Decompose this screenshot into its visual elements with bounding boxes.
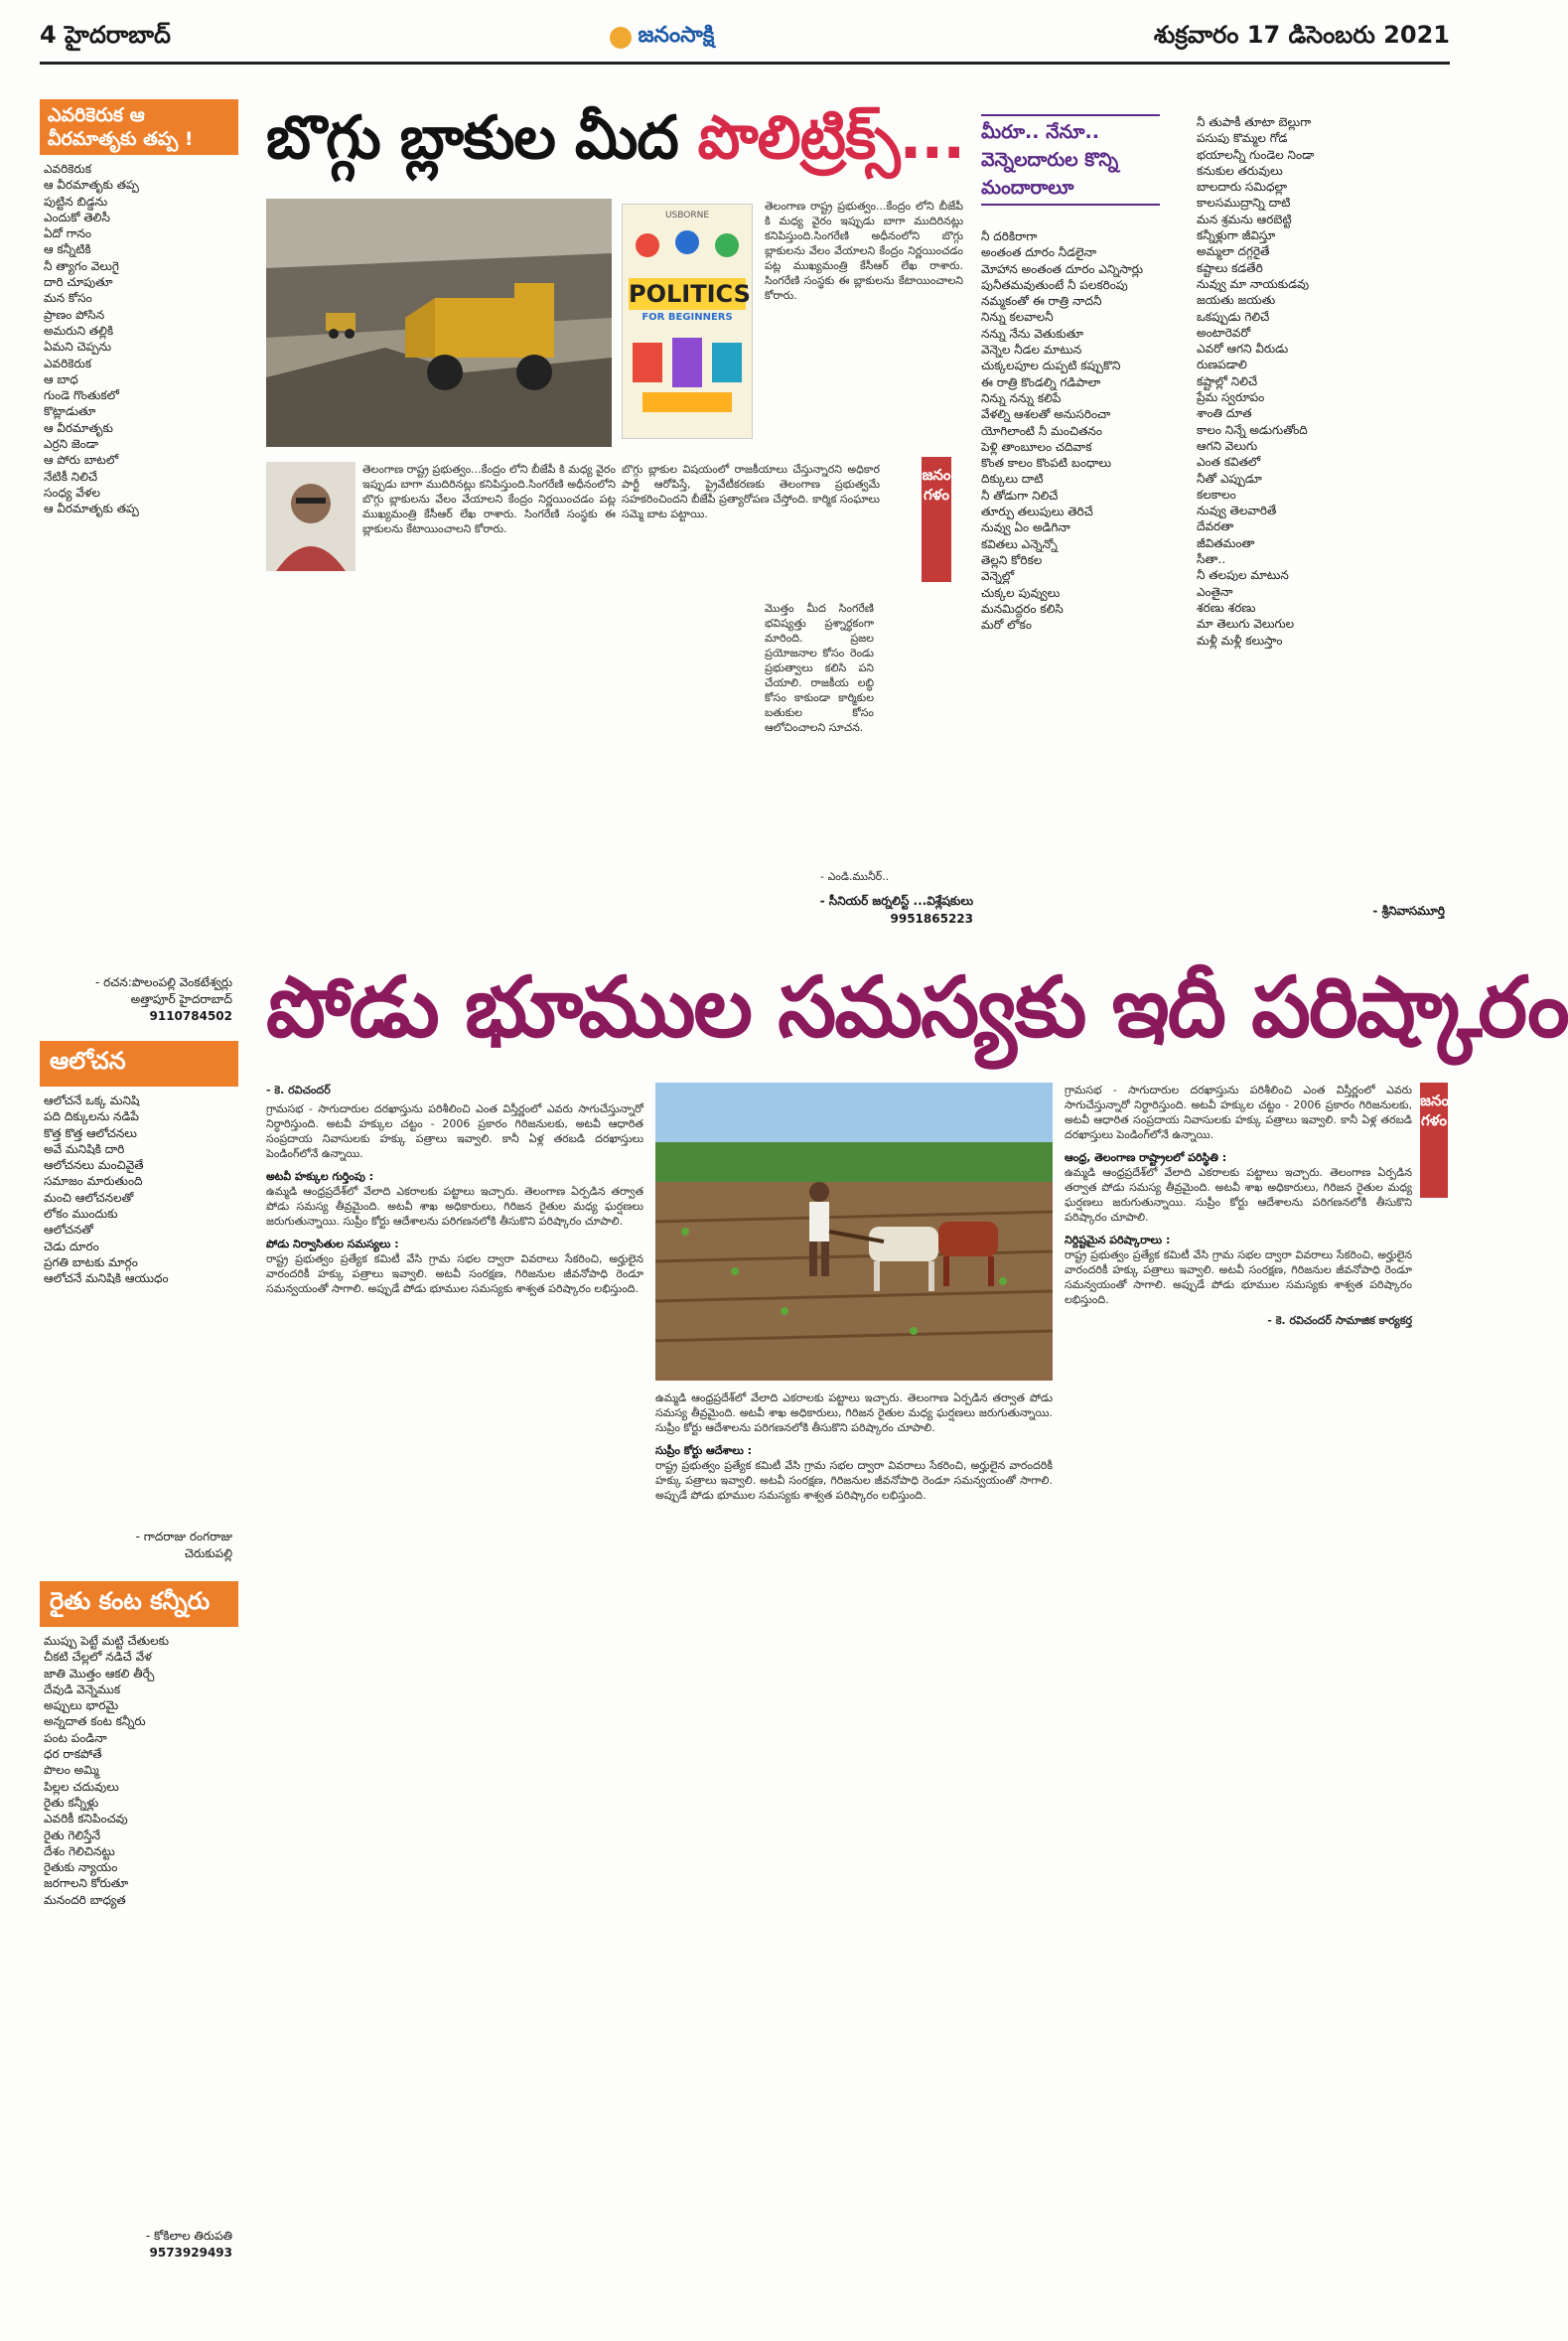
masthead-title: జనంసాక్షి — [638, 23, 715, 48]
poem-line: నిన్ను కలవాలనీ — [981, 310, 1054, 325]
poem-line: దేవుడి వెన్నెముక — [44, 1682, 121, 1696]
poem-line: నమ్మకంతో ఈ రాత్రి నాదనీ — [981, 294, 1102, 309]
article2-subhead-4: ఆంధ్ర, తెలంగాణ రాష్ట్రాలలో పరిస్థితి : — [1065, 1151, 1227, 1164]
poem-line: ఒకప్పుడు గెలిచే — [1197, 309, 1270, 324]
poem-line: మంచి ఆలోచనలతో — [44, 1190, 134, 1205]
book-subtitle: FOR BEGINNERS — [641, 312, 733, 323]
article2-subhead-5: నిర్దిష్టమైన పరిష్కారాలు : — [1065, 1234, 1171, 1246]
logo-icon — [610, 27, 632, 49]
poem-line: ఎర్రని జెండా — [44, 437, 98, 452]
article2-subhead-1: అటవీ హక్కుల గుర్తింపు : — [266, 1170, 374, 1183]
poem-right-col2 — [1197, 114, 1445, 899]
poem-line: తూర్పు తలుపులు తెరిచే — [981, 505, 1093, 519]
poem-line: నీ తలపుల మాటున — [1197, 568, 1289, 583]
poem-line: మోహాన అంతంత దూరం ఎన్నిసార్లు — [981, 261, 1144, 276]
article2-byline: - కె. రవిచందర్ — [266, 1084, 331, 1097]
poem-line: అంటారెవరో — [1197, 325, 1251, 340]
poem1-body — [40, 155, 238, 975]
poem-line: ఆగని వెలుగు — [1197, 438, 1258, 453]
sidebar — [40, 99, 238, 2260]
poem-line: అవే మనిషికి దారి — [44, 1141, 125, 1156]
poem-line: జీవితమంతా — [1197, 535, 1255, 550]
poem-line: దిక్కులు దాటి — [981, 472, 1044, 487]
poem-line: దేశం గెలిచినట్టు — [44, 1843, 115, 1858]
poem-line: జయతు జయతు — [1197, 293, 1276, 308]
poem-line: గుండె గొంతుకలో — [44, 388, 119, 403]
poem-right-title-text: మీరూ.. నేనూ.. వెన్నెలదారుల కొన్ని మందారాలూ — [981, 114, 1160, 206]
poem-line: దేవరతా — [1197, 519, 1234, 534]
poem2-author: - గాదరాజు రంగరాజు — [135, 1530, 232, 1543]
poem-line: నువ్వు మా నాయకుడవు — [1197, 276, 1310, 291]
poem-line: చుక్కల పువ్వులు — [981, 585, 1061, 600]
poem-line: నువ్వు తెలవారితే — [1197, 504, 1277, 518]
poem1-phone: 9110784502 — [149, 1009, 232, 1023]
poem-line: యోగిలాంటి నీ మంచితనం — [981, 423, 1102, 438]
poem-right-col1 — [981, 228, 1185, 914]
poem-line: సీతా.. — [1197, 552, 1226, 567]
poem-line: ఏమని చెప్పను — [44, 340, 112, 355]
poem-line: రైతు కన్నీళ్లు — [44, 1795, 99, 1810]
book-title: POLITICS — [629, 280, 751, 308]
poem-line: నీ తోడుగా నిలిచే — [981, 488, 1059, 503]
poem-line: ఆ వీరమాతృకు తప్ప — [44, 178, 139, 193]
poem-line: చెడు దూరం — [44, 1239, 99, 1253]
poem-line: పుట్టిన బిడ్డను — [44, 194, 108, 209]
poem-line: సమాజం మారుతుంది — [44, 1174, 143, 1189]
poem-line: ఏదో గానం — [44, 226, 91, 241]
poem-line: పొలం అమ్మి — [44, 1763, 99, 1778]
poem-line: మనమిద్దరం కలిసి — [981, 601, 1064, 616]
poem2-body — [40, 1087, 238, 1530]
poem-line: పెళ్లి తాంబూలం చదివాక — [981, 439, 1092, 454]
poem-line: జరగాలని కోరుతూ — [44, 1876, 129, 1891]
poem-line: ఈ రాత్రి కొండల్ని గడిపాలా — [981, 374, 1101, 389]
poem-line: కాలసముద్రాన్ని దాటి — [1197, 196, 1291, 211]
poem-line: వేళల్ని ఆశలతో అనుసరించా — [981, 407, 1111, 422]
poem-line: అప్పులు భారమై — [44, 1698, 119, 1713]
poem-line: మన కోసం — [44, 291, 92, 306]
poem-line: అన్నదాత కంట కన్నీరు — [44, 1714, 146, 1729]
poem-line: కష్టాల్లో నిలిచే — [1197, 373, 1258, 388]
article1-col2-extra: మొత్తం మీద సింగరేణి భవిష్యత్తు ప్రశ్నార్థకంగా మారింది. ప్రజల ప్రయోజనాల కోసం రెండు ప్రభుత్వాలు కలిసి పని చేయాలి. రాజకీయ లబ్ధి కోసం కాకుండా కార్మికుల బతుకుల కోసం ఆలోచించాలని సూచన. — [765, 602, 874, 734]
poem-line: చుక్కలపూల దుప్పటి కప్పుకొని — [981, 359, 1121, 373]
poem-line: ఆ వీరమాతృకు తప్ప — [44, 502, 139, 516]
poem-line: ముప్పు పెట్టే మట్టి చేతులకు — [44, 1634, 170, 1648]
poem-line: చీకటి చేల్లలో నడిచే వేళ — [44, 1650, 152, 1665]
article1-headline-red: పొలిట్రిక్స్... — [697, 103, 965, 173]
article2-col3 — [1065, 1083, 1412, 2304]
article1-col1: తెలంగాణ రాష్ట్ర ప్రభుత్వం...కేంద్రం లోని బీజేపీ కి మధ్య వైరం ఇప్పుడు బాగా ముదిరినట్లు కనిపిస్తుంది.సింగరేణి అధీనంలోని బొగ్గు బ్లాకులను వేలం వేయాలని కేంద్రం నిర్ణయించడం పట్ల ముఖ్యమంత్రి కేసీఆర్ లేఖ రాశారు. సింగరేణి సంస్థకు ఈ బ్లాకులను కేటాయించాలని కోరారు. — [362, 463, 616, 535]
article2-subhead-2: పోడు నిర్వాసితుల సమస్యలు : — [266, 1238, 399, 1250]
article1-notice: - ఎండి.మునీర్.. — [820, 870, 890, 883]
page-header — [40, 18, 1450, 58]
poem-line: నీతో ఎప్పుడూ — [1197, 471, 1262, 486]
poem-line: అంతంత దూరం నీడలైనా — [981, 245, 1097, 260]
poem-line: కష్టాలు కడతేరి — [1197, 260, 1263, 275]
poem-line: కనుకుల తరువులు — [1197, 163, 1283, 178]
poem-line: మనందరి బాధ్యత — [44, 1892, 126, 1907]
poem-line: వెన్నెల నీడల మాటున — [981, 343, 1082, 358]
poem-line: ఆలోచనే ఒక్క మనిషి — [44, 1094, 140, 1107]
poem-line: తెల్లని కోరికల — [981, 552, 1043, 567]
poem-line: శాంతి దూత — [1197, 406, 1252, 421]
poem3-title: రైతు కంట కన్నీరు — [40, 1581, 238, 1627]
article1-col2: బొగ్గు బ్లాకుల విషయంలో రాజకీయాలు చేస్తున్నారని అధికార పార్టీ ఆరోపిస్తే, ప్రైవేటీకరణకు తెలంగాణ ప్రభుత్వమే సహకరించిందని బీజేపీ ప్రత్యారోపణ చేస్తోంది. కార్మిక సంఘాలు సమ్మె బాట పట్టాయి. — [622, 463, 880, 520]
mining-truck-illustration — [266, 199, 612, 447]
mining-photo — [266, 199, 612, 447]
poem-line: పునీతమవుతుంటే నీ పలకరింపు — [981, 277, 1128, 292]
poem-line: పంట పండినా — [44, 1730, 107, 1745]
poem-line: ఆ పోరు బాటలో — [44, 453, 119, 468]
poem-line: మన శ్రమను ఆరబెట్టి — [1197, 212, 1292, 226]
article2-footer: - కె. రవిచందర్ సామాజిక కార్యకర్త — [1267, 1314, 1412, 1327]
poem-line: జాతి మొత్తం ఆకలి తీర్చే — [44, 1666, 155, 1681]
article2-side-tag: జనం గళం — [1420, 1083, 1448, 1198]
poem-line: ఎవరికెరుక — [44, 162, 91, 176]
poem-line: పిల్లల చదువులు — [44, 1779, 119, 1794]
article1-headline — [266, 103, 964, 187]
poem-line: దారి చూపుతూ — [44, 275, 113, 290]
poem-line: ఎవరో ఆగని వీరుడు — [1197, 342, 1289, 357]
poem-line: నిన్ను నన్ను కలిపే — [981, 390, 1062, 405]
poem-line: ఎవరికీ కనిపించవు — [44, 1812, 128, 1827]
poem-line: నీ దరికిరాగా — [981, 229, 1038, 243]
poem-line: ప్రగతి బాటకు మార్గం — [44, 1254, 138, 1269]
poem-line: కొత్త కొత్త ఆలోచనలు — [44, 1125, 137, 1140]
article1-author: - సీనియర్ జర్నలిస్ట్ ...విశ్లేషకులు — [819, 894, 973, 908]
header-rule — [40, 62, 1450, 65]
book-publisher: USBORNE — [664, 211, 710, 220]
poem-line: కవితలు ఎన్నెన్నో — [981, 536, 1058, 551]
poem-line: కన్నీళ్లుగా జీవిస్తూ — [1197, 228, 1276, 243]
page-number-city: 4 హైదరాబాద్ — [40, 21, 171, 49]
farmer-ploughing-illustration — [655, 1083, 1053, 1381]
poem1-affiliation: అత్తాపూర్ హైదరాబాద్ — [130, 992, 232, 1006]
page-date: శుక్రవారం 17 డిసెంబరు 2021 — [1153, 21, 1450, 49]
poem-line: లోకం ముందుకు — [44, 1207, 118, 1222]
article2-col1 — [266, 1083, 643, 2304]
article2-col1-text-b: ఉమ్మడి ఆంధ్రప్రదేశ్‌లో వేలాది ఎకరాలకు పట్టాలు ఇచ్చారు. తెలంగాణ ఏర్పడిన తర్వాత పోడు సమస్య తీవ్రమైంది. అటవీ శాఖ అధికారులు, గిరిజన రైతుల మధ్య ఘర్షణలు జరుగుతున్నాయి. సుప్రీం కోర్టు ఆదేశాలను పరిగణనలోకి తీసుకొని పరిష్కారం చూపాలి. — [266, 1185, 643, 1228]
poem-line: నేటికీ నిలిచే — [44, 469, 98, 484]
article1-side-tag: జనం గళం — [922, 457, 951, 582]
poem2-affiliation: చెరుకుపల్లి — [184, 1546, 232, 1560]
poem-line: ధర రాకపోతే — [44, 1747, 102, 1762]
poem-line: ఎందుకో తెలిసీ — [44, 210, 110, 224]
poem-line: అమరుని తల్లికి — [44, 323, 114, 338]
poem-line: వెన్నెల్లో — [981, 569, 1015, 584]
poem1-author: - రచన:పొలంపల్లి వెంకటేశ్వర్లు — [94, 975, 232, 989]
poem-line: శరణు శరణు — [1197, 600, 1256, 615]
article1-intro-text: తెలంగాణ రాష్ట్ర ప్రభుత్వం...కేంద్రం లోని బీజేపీ కి మధ్య వైరం ఇప్పుడు బాగా ముదిరినట్లు కనిపిస్తుంది.సింగరేణి అధీనంలోని బొగ్గు బ్లాకులను వేలం వేయాలని కేంద్రం నిర్ణయించడం పట్ల ముఖ్యమంత్రి కేసీఆర్ లేఖ రాశారు. సింగరేణి సంస్థకు ఈ బ్లాకులను కేటాయించాలని కోరారు. — [765, 200, 963, 302]
poem-line: అమ్మలా దగ్గరైతే — [1197, 244, 1270, 259]
article2-col3-text-c: రాష్ట్ర ప్రభుత్వం ప్రత్యేక కమిటీ వేసి గ్రామ సభల ద్వారా వివరాలు సేకరించి, అర్హులైన వారందరికీ హక్కు పత్రాలు ఇవ్వాలి. అటవీ సంరక్షణ, గిరిజనుల జీవనోపాధి రెండూ సమన్వయంతో సాగాలి. అప్పుడే పోడు భూముల సమస్యకు శాశ్వత పరిష్కారం లభిస్తుంది. — [1065, 1248, 1412, 1306]
poem-line: రైతుకు న్యాయం — [44, 1860, 118, 1875]
poem-line: ప్రాణం పోసిన — [44, 307, 105, 322]
book-top-figures-icon — [623, 220, 752, 270]
poem3-body — [40, 1627, 238, 2229]
politics-book-cover — [622, 204, 753, 439]
article2-col2 — [655, 1390, 1053, 2304]
poem3-author: - కోకిలాల తిరుపతి — [145, 2229, 232, 2243]
poem-line: కాలం నిన్నే అడుగుతోంది — [1197, 422, 1308, 437]
article2-headline: పోడు భూముల సమస్యకు ఇదీ పరిష్కారం — [266, 958, 1568, 1056]
poem-line: కొట్లాడుతూ — [44, 404, 96, 419]
poem-line: భయాలన్నీ గుండెల నిండా — [1197, 147, 1315, 162]
author-photo — [266, 462, 356, 571]
poem-line: పసుపు కొమ్మల గోడ — [1197, 131, 1288, 146]
poem-line: ఆలోచనతో — [44, 1223, 94, 1238]
poem-line: నువ్వు ఏం అడిగినా — [981, 520, 1070, 535]
poem-line: నీ త్యాగం వెలుగై — [44, 258, 119, 273]
poem-line: ఎంత కవితలో — [1197, 455, 1261, 470]
article2-col3-text-b: ఉమ్మడి ఆంధ్రప్రదేశ్‌లో వేలాది ఎకరాలకు పట్టాలు ఇచ్చారు. తెలంగాణ ఏర్పడిన తర్వాత పోడు సమస్య తీవ్రమైంది. అటవీ శాఖ అధికారులు, గిరిజన రైతుల మధ్య ఘర్షణలు జరుగుతున్నాయి. సుప్రీం కోర్టు ఆదేశాలను పరిగణనలోకి తీసుకొని పరిష్కారం చూపాలి. — [1065, 1166, 1412, 1224]
article2-col3-text: గ్రామసభ - సాగుదారుల దరఖాస్తును పరిశీలించి ఎంత విస్తీర్ణంలో ఎవరు సాగుచేస్తున్నారో నిర్ధారిస్తుంది. అటవీ హక్కుల చట్టం - 2006 ప్రకారం గిరిజనులకు, అటవీ ఆధారిత సంప్రదాయ నివాసులకు హక్కు పత్రాలు ఇవ్వాలి. కానీ ఏళ్ల తరబడి దరఖాస్తులు పెండింగ్‌లోనే ఉన్నాయి. — [1065, 1084, 1412, 1141]
poem-line: రైతు గెలిస్తేనే — [44, 1828, 101, 1842]
article2-col1-text: గ్రామసభ - సాగుదారుల దరఖాస్తును పరిశీలించి ఎంత విస్తీర్ణంలో ఎవరు సాగుచేస్తున్నారో నిర్ధారిస్తుంది. అటవీ హక్కుల చట్టం - 2006 ప్రకారం గిరిజనులకు, అటవీ ఆధారిత సంప్రదాయ నివాసులకు హక్కు పత్రాలు ఇవ్వాలి. కానీ ఏళ్ల తరబడి దరఖాస్తులు పెండింగ్‌లోనే ఉన్నాయి. — [266, 1102, 643, 1160]
poem-line: కొంత కాలం కొంపటి బంధాలు — [981, 456, 1112, 471]
poem2-title: ఆలోచన — [40, 1041, 238, 1087]
poem-line: రుణపడాలి — [1197, 358, 1247, 372]
poem-line: మరో లోకం — [981, 618, 1032, 633]
masthead-logo — [610, 23, 714, 53]
poem-line: ఎంతైనా — [1197, 584, 1233, 599]
poem-line: ఆ బాధ — [44, 371, 78, 386]
poem-line: మా తెలుగు వెలుగుల — [1197, 617, 1295, 632]
article2-col2-text-b: రాష్ట్ర ప్రభుత్వం ప్రత్యేక కమిటీ వేసి గ్రామ సభల ద్వారా వివరాలు సేకరించి, అర్హులైన వారందరికీ హక్కు పత్రాలు ఇవ్వాలి. అటవీ సంరక్షణ, గిరిజనుల జీవనోపాధి రెండూ సమన్వయంతో సాగాలి. అప్పుడే పోడు భూముల సమస్యకు శాశ్వత పరిష్కారం లభిస్తుంది. — [655, 1459, 1053, 1502]
poem-line: కలకాలం — [1197, 487, 1236, 502]
poem-line: ప్రేమ స్వరూపం — [1197, 390, 1265, 405]
poem-line: ఆ వీరమాతృకు — [44, 420, 113, 435]
poem-line: బాలదారు సమిధల్లా — [1197, 180, 1288, 195]
article2-col1-text-c: రాష్ట్ర ప్రభుత్వం ప్రత్యేక కమిటీ వేసి గ్రామ సభల ద్వారా వివరాలు సేకరించి, అర్హులైన వారందరికీ హక్కు పత్రాలు ఇవ్వాలి. అటవీ సంరక్షణ, గిరిజనుల జీవనోపాధి రెండూ సమన్వయంతో సాగాలి. అప్పుడే పోడు భూముల సమస్యకు శాశ్వత పరిష్కారం లభిస్తుంది. — [266, 1252, 643, 1295]
article1-headline-black: బొగ్గు బ్లాకుల మీద — [266, 103, 698, 173]
poem-right-signature: - శ్రీనివాసమూర్తి — [1372, 904, 1445, 918]
article2-col2-text: ఉమ్మడి ఆంధ్రప్రదేశ్‌లో వేలాది ఎకరాలకు పట్టాలు ఇచ్చారు. తెలంగాణ ఏర్పడిన తర్వాత పోడు సమస్య తీవ్రమైంది. అటవీ శాఖ అధికారులు, గిరిజన రైతుల మధ్య ఘర్షణలు జరుగుతున్నాయి. సుప్రీం కోర్టు ఆదేశాలను పరిగణనలోకి తీసుకొని పరిష్కారం చూపాలి. — [655, 1391, 1053, 1434]
poem3-phone: 9573929493 — [149, 2246, 232, 2260]
author-portrait-icon — [266, 462, 356, 571]
book-bottom-figures-icon — [623, 323, 752, 432]
poem-right-title — [981, 114, 1160, 204]
poem-line: సంధ్య వేళల — [44, 485, 100, 500]
article2-subhead-3: సుప్రీం కోర్టు ఆదేశాలు : — [655, 1444, 753, 1457]
poem-line: ఆలోచనలు మంచివైతే — [44, 1158, 144, 1173]
poem-line: మళ్లీ మళ్లీ కలుస్తాం — [1197, 633, 1283, 648]
poem-line: పది దిక్కులను నడిపే — [44, 1109, 139, 1124]
farmer-ox-photo — [655, 1083, 1053, 1381]
poem-line: ఎవరికెరుక — [44, 356, 91, 370]
poem-line: ఆలోచనే మనిషికి ఆయుధం — [44, 1271, 169, 1286]
poem-line: నీ తుపాకీ తూటా బెల్లుగా — [1197, 115, 1312, 129]
poem-line: ఆ కన్నీటికి — [44, 242, 91, 257]
poem1-title: ఎవరికెరుక ఆ వీరమాతృకు తప్ప ! — [40, 99, 238, 155]
article1-phone: 9951865223 — [890, 912, 973, 926]
poem-line: నన్ను నేను వెతుకుతూ — [981, 326, 1084, 341]
